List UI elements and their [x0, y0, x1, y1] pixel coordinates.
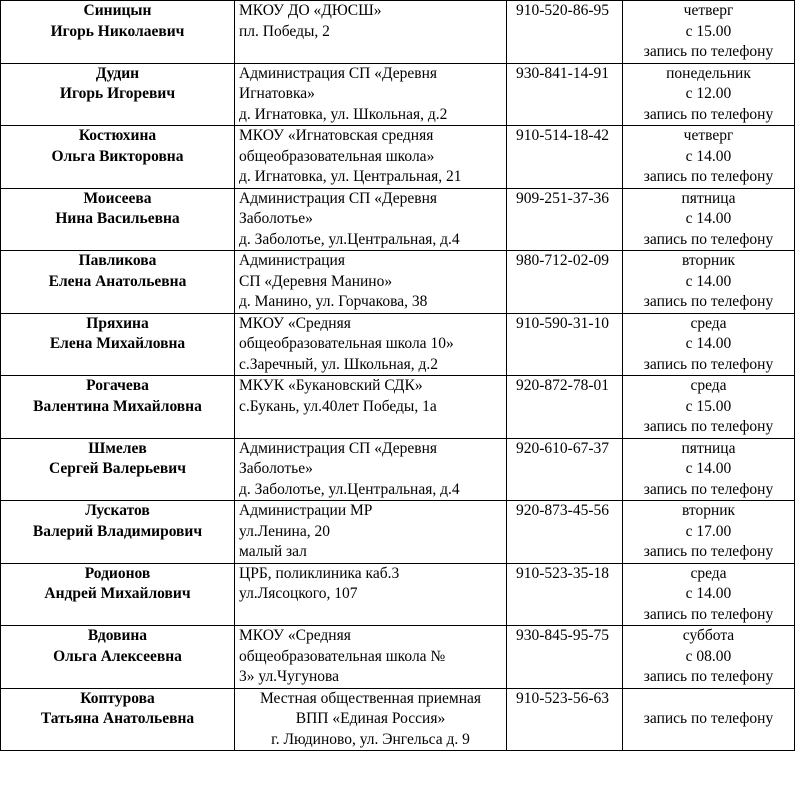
reception-place-line: Местная общественная приемная: [259, 689, 482, 707]
reception-time-cell: [623, 501, 795, 564]
reception-time-line: пятница: [681, 189, 736, 207]
reception-time-line: запись по телефону: [643, 605, 774, 623]
reception-time-line: четверг: [683, 127, 734, 144]
deputy-given-names: Ольга Викторовна: [51, 147, 184, 165]
reception-place-line: пл. Победы, 2: [239, 22, 330, 40]
deputy-name-cell: [1, 1, 235, 64]
deputy-surname: Синицын: [83, 2, 152, 19]
deputy-surname: Родионов: [84, 564, 151, 582]
reception-place-line: ВПП «Единая Россия»: [295, 710, 446, 727]
reception-time-line: с 12.00: [685, 85, 732, 102]
reception-place-cell: [235, 251, 507, 314]
reception-time-line: запись по телефону: [643, 480, 774, 498]
phone-cell: [507, 688, 623, 751]
reception-place-line: с.Заречный, ул. Школьная, д.2: [239, 355, 439, 373]
phone-cell: [507, 376, 623, 439]
deputy-name-cell: [1, 188, 235, 251]
deputy-surname: Пряхина: [86, 314, 149, 332]
reception-time-line: запись по телефону: [643, 230, 774, 248]
reception-time-cell: [623, 376, 795, 439]
reception-place-cell: [235, 563, 507, 626]
phone-number: 910-523-35-18: [516, 564, 609, 582]
reception-time-line: запись по телефону: [643, 43, 774, 60]
phone-cell: [507, 563, 623, 626]
reception-place-cell: [235, 1, 507, 64]
reception-place-line: с.Букань, ул.40лет Победы, 1а: [239, 397, 437, 415]
deputy-name-cell: [1, 313, 235, 376]
table-row: [1, 626, 795, 689]
reception-time-line: с 14.00: [685, 210, 732, 227]
reception-time-line: с 14.00: [685, 272, 732, 290]
table-row: [1, 376, 795, 439]
reception-time-line: с 15.00: [685, 397, 732, 415]
table-row: [1, 251, 795, 314]
table-row: [1, 63, 795, 126]
reception-place-cell: [235, 126, 507, 189]
reception-place-line: МКОУ «Игнатовская средняя: [239, 127, 434, 144]
reception-place-line: Заболотье»: [239, 460, 313, 477]
deputy-name-cell: [1, 126, 235, 189]
phone-number: 920-610-67-37: [516, 439, 609, 457]
table-row: [1, 1, 795, 64]
reception-place-cell: [235, 188, 507, 251]
reception-time-line: пятница: [681, 439, 736, 457]
deputy-surname: Моисеева: [83, 189, 152, 207]
phone-cell: [507, 1, 623, 64]
reception-place-line: общеобразовательная школа»: [239, 147, 435, 165]
reception-time-cell: [623, 188, 795, 251]
reception-place-line: Игнатовка»: [239, 85, 315, 102]
reception-time-line: запись по телефону: [643, 355, 774, 373]
reception-time-cell: [623, 313, 795, 376]
reception-time-line: с 14.00: [685, 147, 732, 165]
deputy-given-names: Валерий Владимирович: [32, 522, 203, 540]
reception-place-cell: [235, 63, 507, 126]
reception-time-line: с 14.00: [685, 585, 732, 602]
deputy-given-names: Сергей Валерьевич: [49, 460, 186, 477]
reception-place-line: МКОУ ДО «ДЮСШ»: [239, 2, 382, 19]
deputy-name-cell: [1, 501, 235, 564]
reception-time-line: суббота: [682, 627, 735, 644]
reception-place-line: ул.Ленина, 20: [239, 522, 330, 540]
phone-cell: [507, 313, 623, 376]
phone-number: 920-873-45-56: [516, 502, 609, 519]
phone-number: 910-590-31-10: [516, 314, 609, 332]
reception-time-line: четверг: [683, 2, 734, 19]
deputy-given-names: Елена Михайловна: [49, 335, 186, 352]
phone-number: 910-520-86-95: [516, 2, 609, 19]
reception-place-line: общеобразовательная школа №: [239, 647, 446, 665]
reception-place-line: Администрации МР: [239, 502, 373, 519]
reception-time-line: запись по телефону: [643, 668, 774, 685]
reception-time-line: запись по телефону: [643, 543, 774, 560]
reception-place-line: ЦРБ, поликлиника каб.3: [239, 564, 400, 582]
reception-place-line: СП «Деревня Манино»: [239, 272, 393, 290]
reception-time-line: запись по телефону: [643, 293, 774, 310]
reception-time-line: с 08.00: [685, 647, 732, 665]
deputy-surname: Дудин: [95, 64, 140, 82]
reception-place-cell: [235, 501, 507, 564]
reception-time-cell: [623, 251, 795, 314]
reception-time-cell: [623, 626, 795, 689]
deputy-given-names: Ольга Алексеевна: [53, 647, 182, 665]
reception-time-cell: [623, 438, 795, 501]
phone-cell: [507, 438, 623, 501]
schedule-body: [1, 1, 795, 751]
phone-number: 910-523-56-63: [516, 689, 609, 707]
phone-cell: [507, 501, 623, 564]
reception-place-cell: [235, 313, 507, 376]
reception-place-line: малый зал: [239, 543, 307, 560]
reception-place-cell: [235, 626, 507, 689]
phone-number: 909-251-37-36: [516, 189, 609, 207]
reception-time-line: понедельник: [666, 64, 751, 82]
reception-time-cell: [623, 63, 795, 126]
reception-place-line: 3» ул.Чугунова: [239, 668, 340, 685]
reception-time-line: запись по телефону: [643, 168, 774, 185]
reception-time-cell: [623, 688, 795, 751]
deputy-surname: Павликова: [78, 252, 157, 269]
reception-place-line: Администрация: [239, 252, 345, 269]
phone-number: 910-514-18-42: [516, 127, 609, 144]
reception-time-cell: [623, 563, 795, 626]
table-row: [1, 438, 795, 501]
reception-place-line: д. Игнатовка, ул. Школьная, д.2: [239, 105, 448, 123]
table-row: [1, 313, 795, 376]
reception-place-line: МКОУ «Средняя: [239, 314, 351, 332]
deputy-surname: Рогачева: [86, 377, 149, 394]
reception-place-cell: [235, 376, 507, 439]
reception-time-line: с 17.00: [685, 522, 732, 540]
reception-place-line: д. Манино, ул. Горчакова, 38: [239, 293, 428, 310]
deputy-name-cell: [1, 376, 235, 439]
reception-place-line: д. Заболотье, ул.Центральная, д.4: [239, 480, 460, 498]
deputy-name-cell: [1, 438, 235, 501]
reception-place-line: МКОУ «Средняя: [239, 627, 351, 644]
reception-place-line: д. Игнатовка, ул. Центральная, 21: [239, 168, 462, 185]
reception-time-line: вторник: [681, 502, 736, 519]
reception-place-line: Администрация СП «Деревня: [239, 189, 438, 207]
phone-cell: [507, 126, 623, 189]
deputy-surname: Вдовина: [87, 627, 148, 644]
phone-number: 930-845-95-75: [516, 627, 609, 644]
reception-time-line: с 15.00: [685, 22, 732, 40]
phone-cell: [507, 188, 623, 251]
reception-time-cell: [623, 1, 795, 64]
table-row: [1, 688, 795, 751]
deputy-name-cell: [1, 688, 235, 751]
reception-time-line: вторник: [681, 252, 736, 269]
reception-time-line: среда: [690, 564, 727, 582]
table-row: [1, 563, 795, 626]
deputy-surname: Шмелев: [88, 439, 147, 457]
deputy-given-names: Игорь Николаевич: [50, 22, 185, 40]
reception-place-line: д. Заболотье, ул.Центральная, д.4: [239, 230, 460, 248]
deputy-name-cell: [1, 63, 235, 126]
deputy-given-names: Валентина Михайловна: [33, 397, 202, 415]
reception-place-line: Заболотье»: [239, 210, 313, 227]
phone-cell: [507, 251, 623, 314]
phone-number: 980-712-02-09: [516, 252, 609, 269]
deputy-given-names: Нина Васильевна: [55, 210, 180, 227]
phone-cell: [507, 626, 623, 689]
deputy-name-cell: [1, 251, 235, 314]
reception-place-line: общеобразовательная школа 10»: [239, 335, 454, 352]
reception-place-line: Администрация СП «Деревня: [239, 64, 438, 82]
table-row: [1, 501, 795, 564]
reception-time-line: с 14.00: [685, 335, 732, 352]
phone-number: 920-872-78-01: [516, 377, 609, 394]
deputy-given-names: Татьяна Анатольевна: [40, 710, 195, 727]
deputy-given-names: Игорь Игоревич: [59, 85, 176, 102]
reception-place-line: ул.Лясоцкого, 107: [239, 585, 358, 602]
phone-number: 930-841-14-91: [516, 64, 609, 82]
deputy-surname: Лускатов: [85, 502, 150, 519]
deputy-given-names: Андрей Михайлович: [44, 585, 191, 602]
table-row: [1, 126, 795, 189]
reception-place-line: МКУК «Букановский СДК»: [239, 377, 423, 394]
table-row: [1, 188, 795, 251]
deputy-name-cell: [1, 626, 235, 689]
reception-time-line: с 14.00: [685, 460, 732, 477]
reception-time-line: среда: [690, 314, 727, 332]
reception-time-cell: [623, 126, 795, 189]
reception-time-line: запись по телефону: [643, 105, 774, 123]
deputy-name-cell: [1, 563, 235, 626]
reception-place-line: г. Людиново, ул. Энгельса д. 9: [271, 730, 470, 748]
reception-time-line: запись по телефону: [643, 418, 774, 435]
reception-place-line: Администрация СП «Деревня: [239, 439, 438, 457]
reception-place-cell: [235, 438, 507, 501]
reception-place-cell: [235, 688, 507, 751]
deputy-given-names: Елена Анатольевна: [48, 272, 187, 290]
reception-time-line: среда: [690, 377, 727, 394]
reception-time-line: запись по телефону: [643, 710, 774, 727]
deputy-surname: Коптурова: [80, 689, 155, 707]
phone-cell: [507, 63, 623, 126]
deputy-surname: Костюхина: [78, 127, 157, 144]
